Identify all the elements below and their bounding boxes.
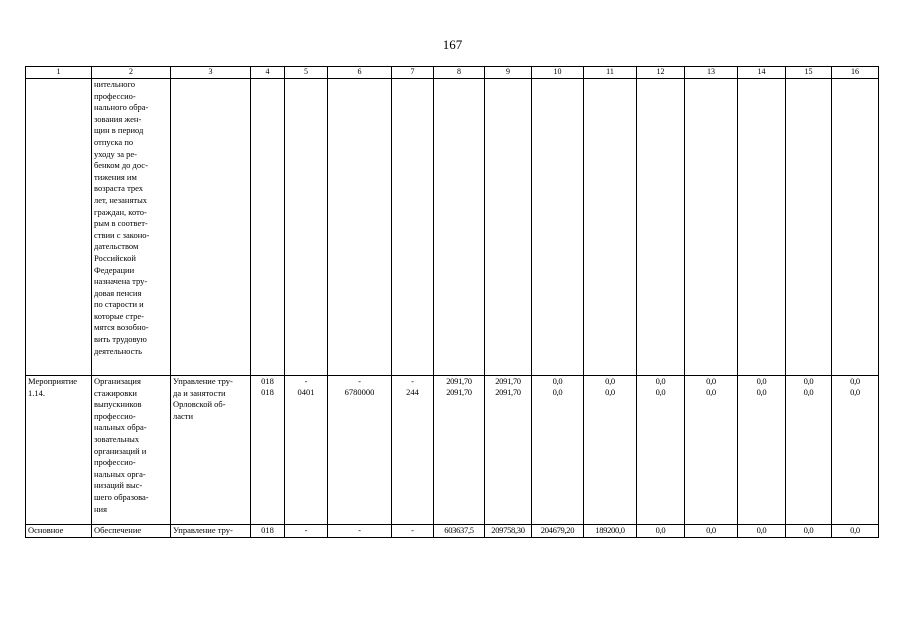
header-cell: 16 bbox=[832, 67, 879, 79]
value: 2091,70 bbox=[446, 376, 472, 386]
header-cell: 11 bbox=[584, 67, 637, 79]
value: 0,0 bbox=[803, 376, 814, 386]
value: 0,0 bbox=[850, 376, 860, 386]
value: 0,0 bbox=[655, 387, 666, 397]
header-cell: 4 bbox=[251, 67, 285, 79]
cell-col1 bbox=[26, 79, 92, 376]
measure-id-cell: Основное bbox=[26, 525, 92, 538]
header-cell: 10 bbox=[532, 67, 584, 79]
value: 018 bbox=[261, 387, 274, 397]
header-cell: 5 bbox=[285, 67, 328, 79]
value: 0401 bbox=[297, 387, 315, 397]
value: - bbox=[411, 376, 414, 386]
value: 2091,70 bbox=[446, 387, 472, 397]
header-cell: 15 bbox=[786, 67, 832, 79]
header-cell: 9 bbox=[485, 67, 532, 79]
value: 603637,5 bbox=[434, 525, 485, 538]
cell-col5 bbox=[285, 79, 328, 376]
cell-col12 bbox=[637, 79, 685, 376]
value: - bbox=[392, 525, 434, 538]
cell-col4 bbox=[251, 79, 285, 376]
value: - bbox=[328, 525, 392, 538]
header-cell: 7 bbox=[392, 67, 434, 79]
table-row-main-activity bbox=[26, 525, 879, 538]
value: 0,0 bbox=[803, 387, 814, 397]
measure-id-cell: Мероприятие 1.14. bbox=[26, 376, 92, 525]
value: - bbox=[358, 376, 361, 386]
value: 018 bbox=[261, 376, 274, 386]
cell-col16 bbox=[832, 79, 879, 376]
value: 189200,0 bbox=[584, 525, 637, 538]
value: 0,0 bbox=[832, 525, 879, 538]
measure-description-cell: нительного профессио- нального обра- зования жен- щин в период отпуска по уходу за ре- бенком до дос- тижения им возраста трех лет, незанятых граждан, кото- рым в соответ- ствии с законо- дательством Российской Федерации назначена тру- довая пенсия по старости и которые стре- мятся возобно- вить трудовую деятельность bbox=[92, 79, 171, 376]
value: - bbox=[285, 525, 328, 538]
value: 2091,70 bbox=[495, 387, 521, 397]
value: 0,0 bbox=[655, 376, 666, 386]
value: 0,0 bbox=[552, 387, 563, 397]
value: 0,0 bbox=[756, 376, 767, 386]
header-cell: 2 bbox=[92, 67, 171, 79]
budget-table bbox=[25, 66, 879, 538]
page-number: 167 bbox=[442, 37, 463, 52]
responsible-executor-cell: Управление тру- bbox=[171, 525, 251, 538]
measure-description-cell: Организация стажировки выпускников профессио- нальных обра- зовательных организаций и профессио- нальных орга- низаций выс- шего образова- ния bbox=[92, 376, 171, 525]
value: 0,0 bbox=[738, 525, 786, 538]
header-row bbox=[26, 67, 879, 79]
cell-col10 bbox=[532, 79, 584, 376]
value: 209758,30 bbox=[485, 525, 532, 538]
cell-col14 bbox=[738, 79, 786, 376]
value: 0,0 bbox=[637, 525, 685, 538]
value: 204679,20 bbox=[532, 525, 584, 538]
header-cell: 8 bbox=[434, 67, 485, 79]
value: 0,0 bbox=[706, 387, 716, 397]
header-cell: 6 bbox=[328, 67, 392, 79]
value: 0,0 bbox=[552, 376, 563, 386]
header-cell: 13 bbox=[685, 67, 738, 79]
cell-col6 bbox=[328, 79, 392, 376]
header-cell: 14 bbox=[738, 67, 786, 79]
cell-col3 bbox=[171, 79, 251, 376]
header-cell: 1 bbox=[26, 67, 92, 79]
cell-col7 bbox=[392, 79, 434, 376]
value: 0,0 bbox=[850, 387, 860, 397]
table-row-continuation bbox=[26, 79, 879, 376]
header-cell: 12 bbox=[637, 67, 685, 79]
cell-col9 bbox=[485, 79, 532, 376]
value: 0,0 bbox=[605, 387, 615, 397]
cell-col8 bbox=[434, 79, 485, 376]
table-row-measure-1-14 bbox=[26, 376, 879, 525]
value: 2091,70 bbox=[495, 376, 521, 386]
value: 0,0 bbox=[756, 387, 767, 397]
cell-col11 bbox=[584, 79, 637, 376]
measure-description-cell: Обеспечение bbox=[92, 525, 171, 538]
cell-col15 bbox=[786, 79, 832, 376]
value: 018 bbox=[251, 525, 285, 538]
value: 0,0 bbox=[685, 525, 738, 538]
value: - bbox=[304, 376, 308, 386]
responsible-executor-cell: Управление тру- да и занятости Орловской об- ласти bbox=[171, 376, 251, 525]
cell-col13 bbox=[685, 79, 738, 376]
value: 0,0 bbox=[706, 376, 716, 386]
value: 0,0 bbox=[605, 376, 615, 386]
header-cell: 3 bbox=[171, 67, 251, 79]
value: 6780000 bbox=[344, 387, 375, 397]
value: 0,0 bbox=[786, 525, 832, 538]
value: 244 bbox=[406, 387, 419, 397]
